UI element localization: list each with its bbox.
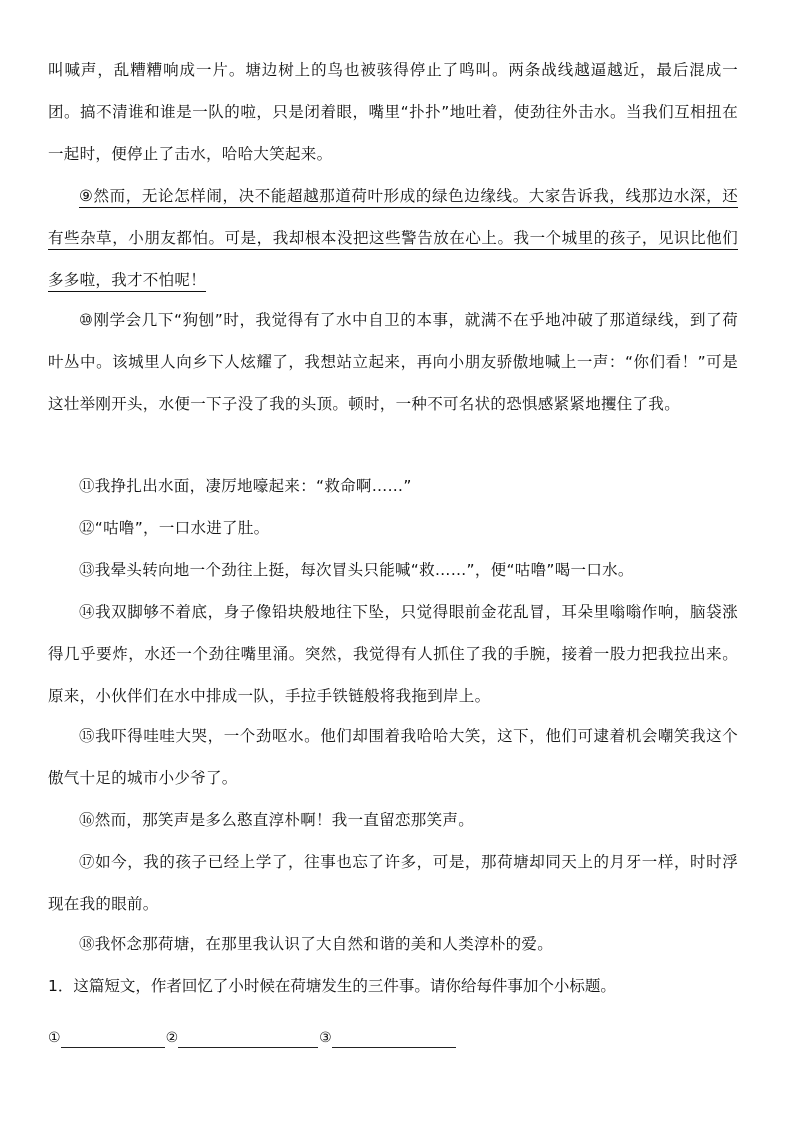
answer-blank-2[interactable]	[178, 1029, 318, 1048]
paragraph-14: ⑭我双脚够不着底，身子像铅块般地往下坠，只觉得眼前金花乱冒，耳朵里嗡嗡作响，脑袋涨得几乎要炸，水还一个劲往嘴里涌。突然，我觉得有人抓住了我的手腕，接着一股力把我拉出来。原来，小伙伴们在水中排成一队，手拉手铁链般将我拖到岸上。	[48, 603, 738, 705]
paragraph-11: ⑪我挣扎出水面，凄厉地嚎起来：“救命啊……”	[79, 477, 412, 495]
paragraph-12: ⑫“咕噜”，一口水进了肚。	[79, 519, 270, 537]
paragraph-10: ⑩刚学会几下“狗刨”时，我觉得有了水中自卫的本事，就满不在乎地冲破了那道绿线，到了荷叶丛中。该城里人向乡下人炫耀了，我想站立起来，再向小朋友骄傲地喊上一声：“你们看！”可是这壮举刚开头，水便一下子没了我的头顶。顿时，一种不可名状的恐惧感紧紧地攫住了我。	[48, 311, 738, 413]
paragraph-17: ⑰如今，我的孩子已经上学了，往事也忘了许多，可是，那荷塘却同天上的月牙一样，时时浮现在我的眼前。	[48, 853, 738, 913]
paragraph-9-underlined: ⑨然而，无论怎样闹，决不能超越那道荷叶形成的绿色边缘线。大家告诉我，线那边水深，还有些杂草，小朋友都怕。可是，我却根本没把这些警告放在心上。我一个城里的孩子，见识比他们多多啦，我才不怕呢！	[48, 187, 738, 289]
answer-blanks	[48, 1012, 457, 1048]
answer-marker-2: ②	[165, 1030, 179, 1046]
paragraph-continued: 叫喊声，乱糟糟响成一片。塘边树上的鸟也被骇得停止了鸣叫。两条战线越逼越近，最后混成一团。搞不清谁和谁是一队的啦，只是闭着眼，嘴里“扑扑”地吐着，使劲往外击水。当我们互相扭在一起时，便停止了击水，哈哈大笑起来。	[48, 61, 738, 163]
answer-marker-3: ③	[319, 1030, 332, 1046]
paragraph-16: ⑯然而，那笑声是多么憨直淳朴啊！我一直留恋那笑声。	[79, 811, 475, 829]
paragraph-18: ⑱我怀念那荷塘，在那里我认识了大自然和谐的美和人类淳朴的爱。	[79, 935, 554, 953]
answer-blank-1[interactable]	[61, 1029, 165, 1048]
answer-marker-1: ①	[48, 1030, 61, 1046]
question-1: 1．这篇短文，作者回忆了小时候在荷塘发生的三件事。请你给每件事加个小标题。	[48, 977, 616, 995]
paragraph-15: ⑮我吓得哇哇大哭，一个劲呕水。他们却围着我哈哈大笑，这下，他们可逮着机会嘲笑我这个傲气十足的城市小少爷了。	[48, 727, 738, 787]
answer-blank-3[interactable]	[332, 1029, 456, 1048]
paragraph-13: ⑬我晕头转向地一个劲往上挺，每次冒头只能喊“救……”，便“咕噜”喝一口水。	[79, 561, 634, 579]
